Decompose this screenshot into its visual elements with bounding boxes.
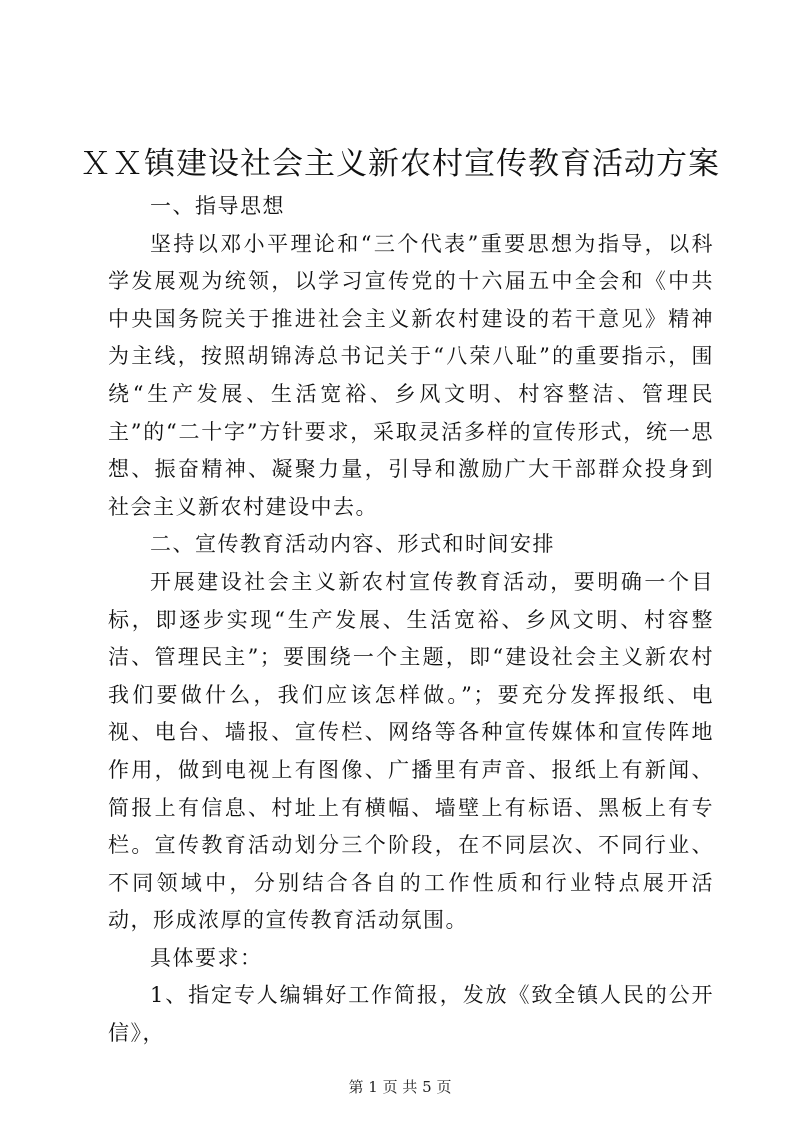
page-number-footer: 第 1 页 共 5 页 — [348, 1078, 452, 1096]
paragraph-requirement-1: 1、指定专人编辑好工作简报，发放《致全镇人民的公开信》， — [108, 983, 714, 1046]
section-heading-guiding-ideology: 一、指导思想 — [150, 194, 285, 218]
paragraph-specific-requirements: 具体要求： — [150, 945, 263, 970]
paragraph-activity-content: 开展建设社会主义新农村宣传教育活动，要明确一个目标，即逐步实现“生产发展、生活宽裕、乡风文明、村容整洁、管理民主”；要围绕一个主题，即“建设社会主义新农村我们要做什么，我们应该怎样做。”；要充分发挥报纸、电视、电台、墙报、宣传栏、网络等各种宣传媒体和宣传阵地作用，做到电视上有图像、广播里有声音、报纸上有新闻、简报上有信息、村址上有横幅、墙壁上有标语、黑板上有专栏。宣传教育活动划分三个阶段，在不同层次、不同行业、不同领域中，分别结合各自的工作性质和行业特点展开活动，形成浓厚的宣传教育活动氛围。 — [108, 569, 714, 933]
paragraph-guiding-ideology: 坚持以邓小平理论和“三个代表”重要思想为指导，以科学发展观为统领，以学习宣传党的十六届五中全会和《中共中央国务院关于推进社会主义新农村建设的若干意见》精神为主线，按照胡锦涛总书记关于“八荣八耻”的重要指示，围绕“生产发展、生活宽裕、乡风文明、村容整洁、管理民主”的“二十字”方针要求，采取灵活多样的宣传形式，统一思想、振奋精神、凝聚力量，引导和激励广大干部群众投身到社会主义新农村建设中去。 — [108, 231, 714, 519]
section-heading-activity-content: 二、宣传教育活动内容、形式和时间安排 — [150, 532, 555, 557]
document-body — [108, 188, 714, 1053]
document-title: ＸＸ镇建设社会主义新农村宣传教育活动方案 — [80, 146, 720, 182]
